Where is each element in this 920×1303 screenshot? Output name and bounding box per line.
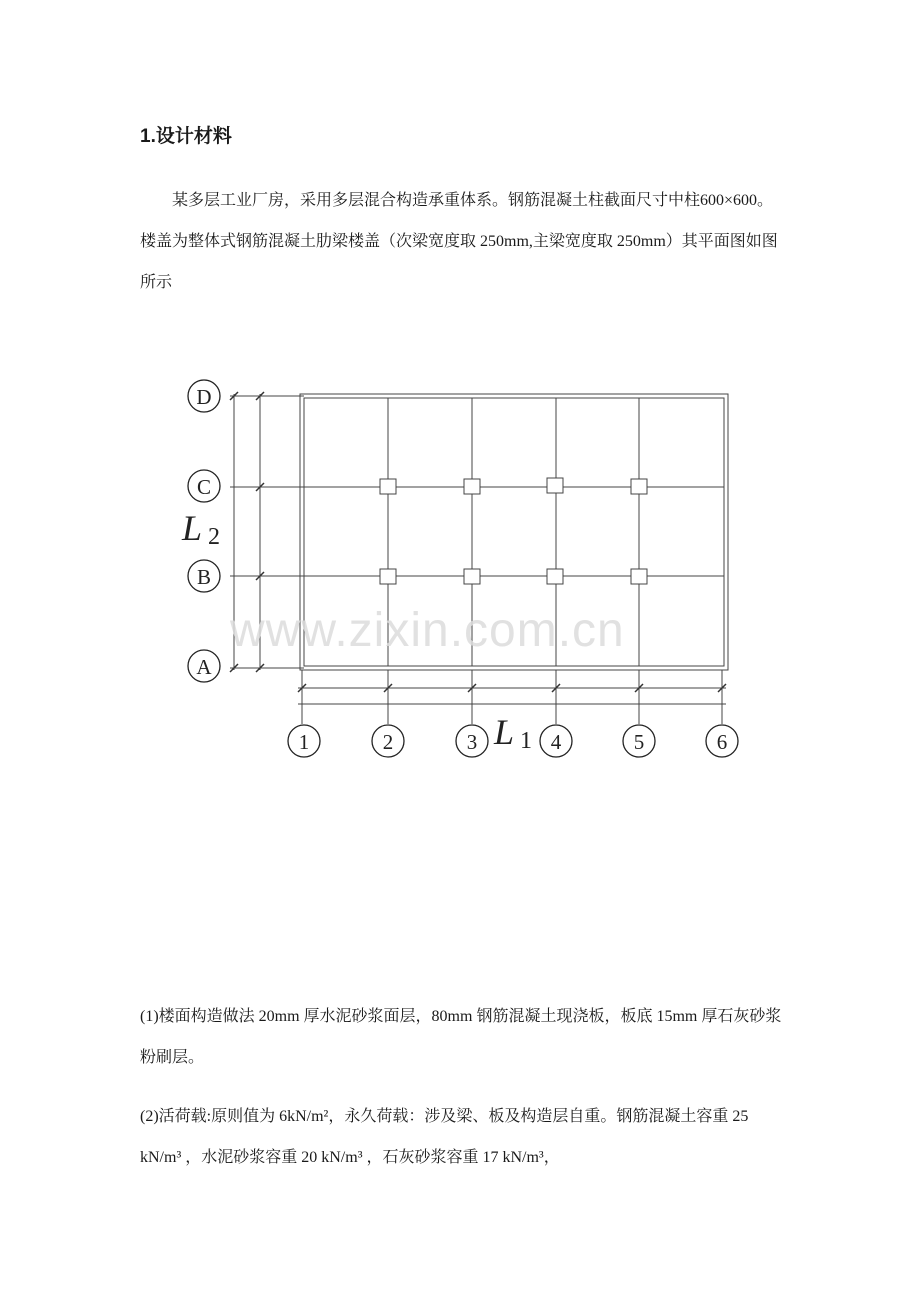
axis-label-col-5: 5 [633,730,645,754]
axis-label-row-a: A [196,655,212,679]
axis-label-col-4: 4 [550,730,562,754]
axis-label-col-1: 1 [298,730,310,754]
column [380,479,396,494]
axis-label-row-c: C [196,475,212,499]
dim-label-l2-sub: 2 [208,524,220,550]
floor-plan-diagram [170,370,790,770]
dim-label-l2: L [182,508,203,548]
section-title: 1.设计材料 [140,126,232,147]
column [464,479,480,494]
column [631,479,647,494]
column [547,478,563,493]
intro-paragraph: 某多层工业厂房，采用多层混合构造承重体系。钢筋混凝土柱截面尺寸中柱600×600。楼盖为整体式钢筋混凝土肋梁楼盖（次梁宽度取 250mm,主梁宽度取 250mm）其平面图如图所示 [140,192,778,291]
item-2-paragraph: (2)活荷载:原则值为 6kN/m²，永久荷载：涉及梁、板及构造层自重。钢筋混凝土容重 25 kN/m³ ，水泥砂浆容重 20 kN/m³ ，石灰砂浆容重 17 kN/m³， [140,1108,749,1166]
column [547,569,563,584]
column [631,569,647,584]
axis-label-row-d: D [196,385,212,409]
axis-label-col-6: 6 [716,730,728,754]
column [380,569,396,584]
axis-label-col-2: 2 [382,730,394,754]
dim-label-l1: L [494,712,515,752]
watermark: www.zixin.com.cn [230,604,625,657]
item-1-paragraph: (1)楼面构造做法 20mm 厚水泥砂浆面层，80mm 钢筋混凝土现浇板，板底 15mm 厚石灰砂浆粉刷层。 [140,1008,782,1066]
dim-label-l1-sub: 1 [520,728,532,754]
axis-label-col-3: 3 [466,730,478,754]
axis-label-row-b: B [196,565,212,589]
column [464,569,480,584]
